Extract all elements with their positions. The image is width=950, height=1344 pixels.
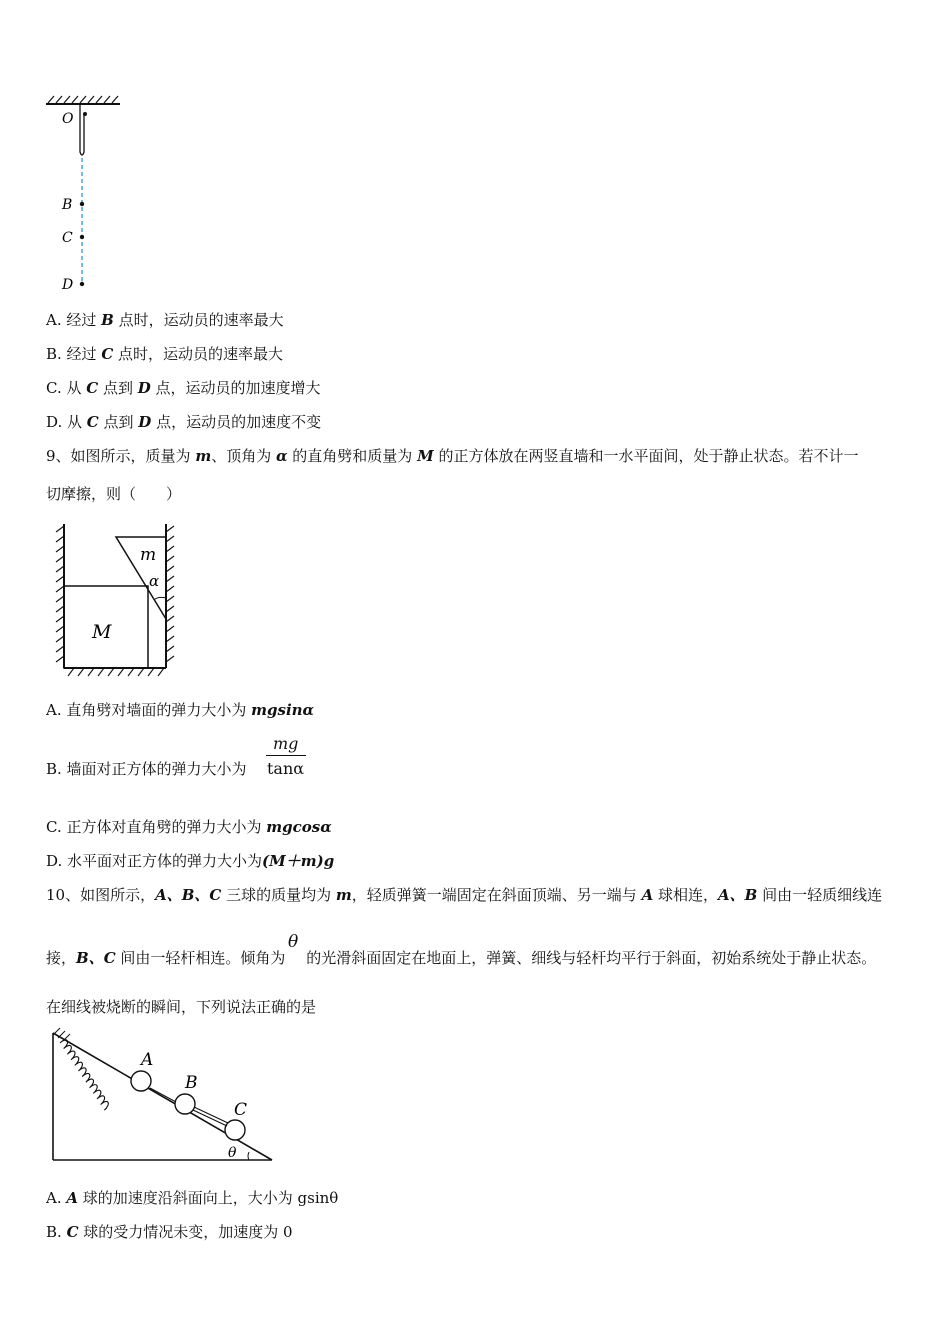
q8-option-c: C. 从 C 点到 D 点，运动员的加速度增大: [46, 379, 321, 397]
q9-label-alpha: α: [149, 572, 160, 590]
q9-figure: [50, 520, 190, 680]
q9-option-b-denominator: tanα: [267, 759, 305, 778]
q8-option-b: B. 经过 C 点时，运动员的速率最大: [46, 345, 284, 363]
q8-label-c: C: [62, 230, 73, 246]
q9-option-d: D. 水平面对正方体的弹力大小为(M＋m)g: [46, 852, 335, 870]
q8-figure: [40, 92, 130, 297]
q10-label-a: A: [141, 1050, 154, 1070]
q8-label-d: D: [62, 277, 74, 293]
q10-option-a: A. A 球的加速度沿斜面向上，大小为 gsinθ: [46, 1189, 339, 1207]
q8-option-a: A. 经过 B 点时，运动员的速率最大: [46, 311, 284, 329]
q10-figure: [44, 1025, 280, 1165]
q10-option-b: B. C 球的受力情况未变，加速度为 0: [46, 1223, 293, 1241]
q8-label-b: B: [62, 197, 73, 213]
q10-label-b: B: [185, 1073, 198, 1093]
q9-option-b-numerator: mg: [273, 734, 299, 753]
q9-label-m: m: [140, 545, 157, 565]
q10-theta-symbol: θ: [288, 932, 299, 952]
q9-label-big-m: M: [92, 621, 112, 643]
q10-label-theta: θ: [228, 1145, 237, 1161]
q9-option-b-fraction-bar: [266, 755, 306, 756]
q9-stem-line1: 9、如图所示，质量为 m、顶角为 α 的直角劈和质量为 M 的正方体放在两竖直墙和一水平面间，处于静止状态。若不计一: [46, 447, 859, 465]
q10-stem-line3: 在细线被烧断的瞬间，下列说法正确的是: [46, 998, 317, 1016]
q10-stem-line2: 接，B、C 间由一轻杆相连。倾角为 的光滑斜面固定在地面上，弹簧、细线与轻杆均平行于斜面，初始系统处于静止状态。: [46, 949, 877, 967]
q10-label-c: C: [234, 1100, 248, 1120]
q9-option-b: B. 墙面对正方体的弹力大小为: [46, 760, 247, 778]
q9-option-c: C. 正方体对直角劈的弹力大小为 mgcosα: [46, 818, 332, 836]
q8-label-o: O: [62, 111, 74, 127]
q10-stem-line1: 10、如图所示，A、B、C 三球的质量均为 m，轻质弹簧一端固定在斜面顶端、另一端与 A 球相连，A、B 间由一轻质细线连: [46, 886, 883, 904]
q8-option-d: D. 从 C 点到 D 点，运动员的加速度不变: [46, 413, 322, 431]
q9-option-a: A. 直角劈对墙面的弹力大小为 mgsinα: [46, 701, 315, 719]
q9-stem-line2: 切摩擦，则（ ）: [46, 485, 182, 503]
